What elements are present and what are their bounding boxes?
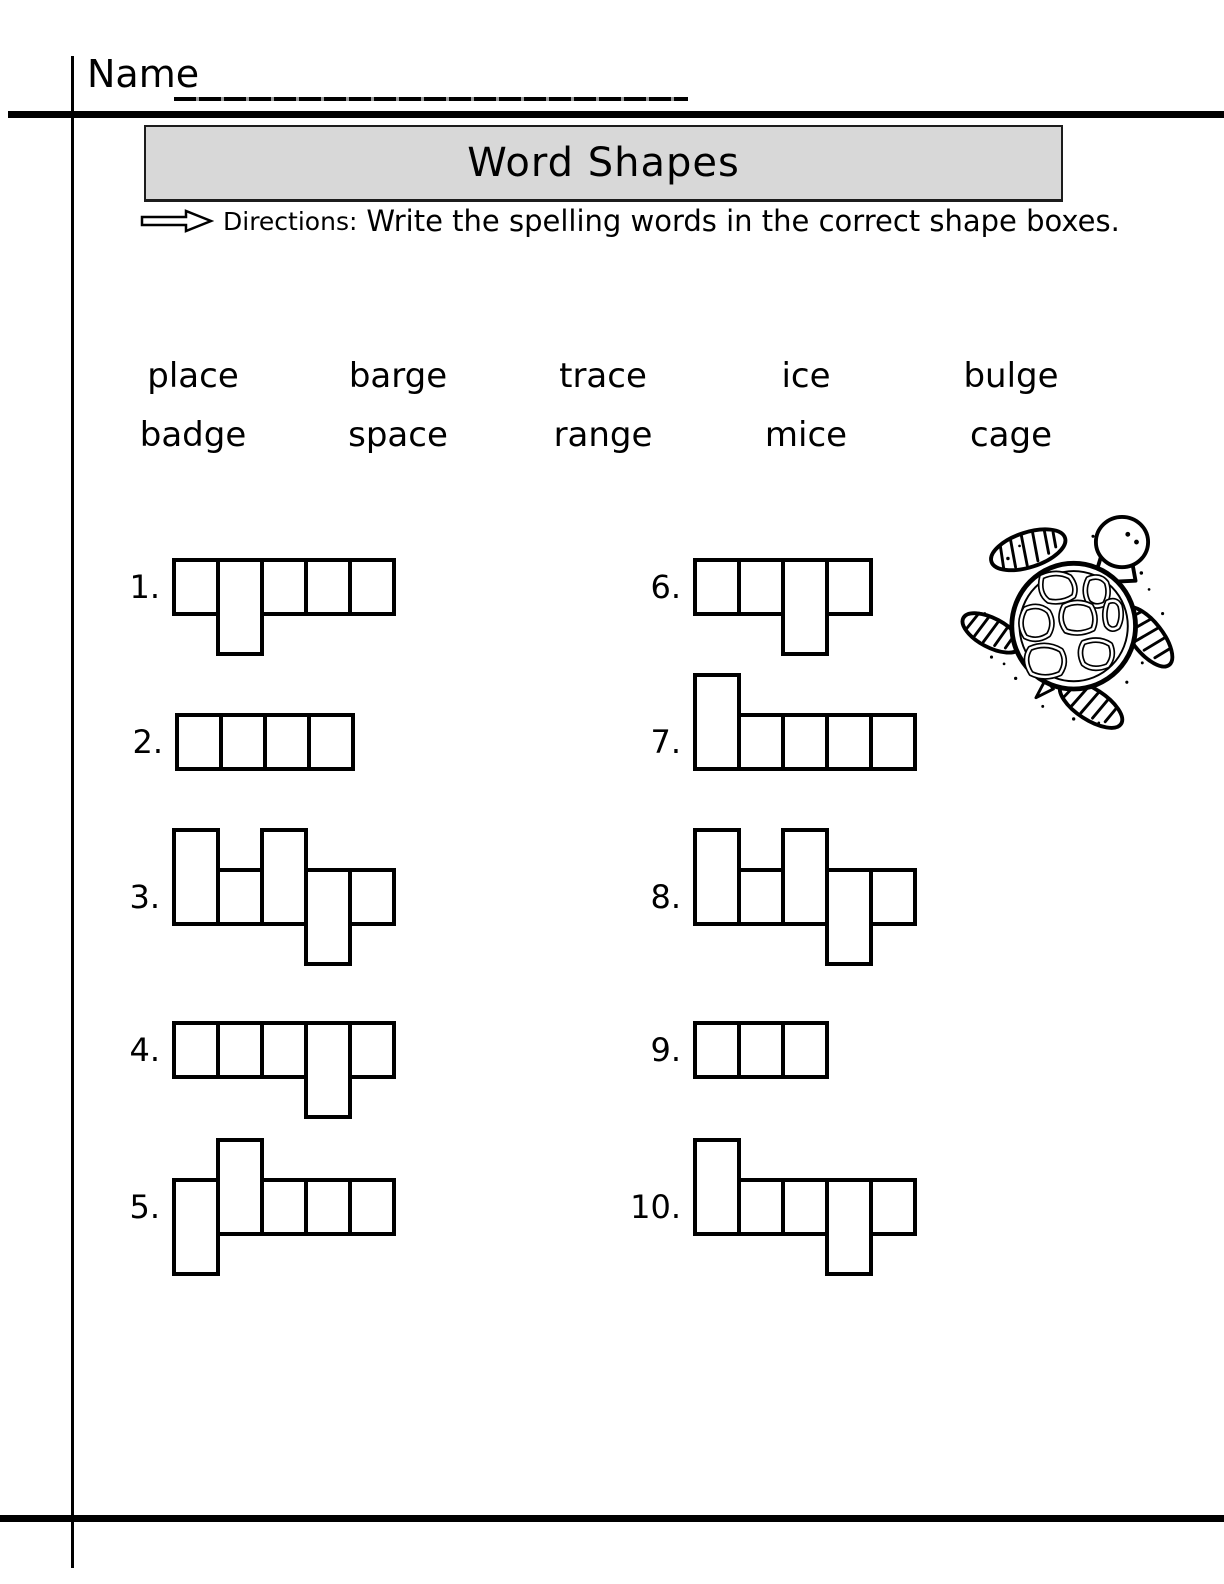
- letter-box-ascender[interactable]: [693, 1138, 741, 1236]
- letter-box-short[interactable]: [737, 558, 785, 616]
- word-shape-puzzle-6: [650, 518, 873, 656]
- name-fill-in-line[interactable]: [174, 97, 688, 101]
- letter-box-short[interactable]: [825, 558, 873, 616]
- word-shape-puzzle-7: [650, 673, 917, 811]
- word-shape-puzzle-10: [630, 1138, 917, 1276]
- letter-box-short[interactable]: [348, 1021, 396, 1079]
- word-shape-puzzle-1: [129, 518, 396, 656]
- letter-box-ascender[interactable]: [693, 828, 741, 926]
- letter-box-short[interactable]: [781, 713, 829, 771]
- puzzle-number: 4.: [129, 1031, 160, 1069]
- word-bank-word: barge: [348, 356, 448, 396]
- word-bank-word: cage: [969, 415, 1053, 455]
- word-bank-word: ice: [781, 356, 831, 396]
- letter-box-ascender[interactable]: [172, 828, 220, 926]
- word-shape-puzzle-3: [129, 828, 396, 966]
- directions-row: [140, 204, 1120, 238]
- puzzle-number: 8.: [650, 878, 681, 916]
- word-shape-puzzle-2: [132, 673, 355, 811]
- letter-box-ascender[interactable]: [781, 828, 829, 926]
- letter-box-descender[interactable]: [825, 868, 873, 966]
- letter-box-short[interactable]: [869, 713, 917, 771]
- puzzle-number: 1.: [129, 568, 160, 606]
- letter-box-short[interactable]: [175, 713, 223, 771]
- letter-box-short[interactable]: [260, 1178, 308, 1236]
- letter-box-short[interactable]: [737, 1178, 785, 1236]
- letter-box-ascender[interactable]: [260, 828, 308, 926]
- bottom-rule: [0, 1515, 1224, 1522]
- letter-box-short[interactable]: [348, 868, 396, 926]
- letter-box-short[interactable]: [307, 713, 355, 771]
- left-margin-line: [71, 56, 74, 1568]
- letter-box-short[interactable]: [219, 713, 267, 771]
- letter-box-short[interactable]: [216, 1021, 264, 1079]
- word-shape-puzzle-5: [129, 1138, 396, 1276]
- letter-box-short[interactable]: [737, 1021, 785, 1079]
- word-bank-word: badge: [139, 415, 247, 455]
- puzzle-number: 7.: [650, 723, 681, 761]
- letter-box-short[interactable]: [260, 558, 308, 616]
- letter-box-descender[interactable]: [781, 558, 829, 656]
- directions-text: Write the spelling words in the correct shape boxes.: [366, 204, 1120, 238]
- letter-box-ascender[interactable]: [693, 673, 741, 771]
- name-label: Name: [87, 52, 200, 96]
- puzzle-number: 5.: [129, 1188, 160, 1226]
- letter-box-short[interactable]: [869, 1178, 917, 1236]
- directions-label: Directions:: [223, 206, 358, 236]
- letter-box-short[interactable]: [172, 1021, 220, 1079]
- letter-box-short[interactable]: [304, 1178, 352, 1236]
- word-bank-word: space: [348, 415, 448, 455]
- letter-box-short[interactable]: [693, 1021, 741, 1079]
- letter-box-descender[interactable]: [825, 1178, 873, 1276]
- word-bank-word: trace: [559, 356, 647, 396]
- letter-box-descender[interactable]: [304, 868, 352, 966]
- letter-box-short[interactable]: [693, 558, 741, 616]
- top-rule: [8, 111, 1224, 118]
- letter-box-short[interactable]: [216, 868, 264, 926]
- letter-box-descender[interactable]: [172, 1178, 220, 1276]
- puzzle-number: 6.: [650, 568, 681, 606]
- word-bank-word: bulge: [963, 356, 1059, 396]
- letter-box-descender[interactable]: [304, 1021, 352, 1119]
- puzzle-number: 10.: [630, 1188, 681, 1226]
- letter-box-short[interactable]: [825, 713, 873, 771]
- puzzle-number: 9.: [650, 1031, 681, 1069]
- letter-box-descender[interactable]: [216, 558, 264, 656]
- letter-box-short[interactable]: [781, 1178, 829, 1236]
- word-bank-word: range: [553, 415, 653, 455]
- sea-turtle-illustration: [948, 496, 1180, 736]
- word-shape-puzzle-4: [129, 981, 396, 1119]
- letter-box-short[interactable]: [348, 1178, 396, 1236]
- letter-box-short[interactable]: [737, 868, 785, 926]
- word-bank-word: mice: [764, 415, 848, 455]
- letter-box-short[interactable]: [260, 1021, 308, 1079]
- letter-box-short[interactable]: [348, 558, 396, 616]
- title-banner: [144, 125, 1063, 202]
- puzzle-number: 2.: [132, 723, 163, 761]
- letter-box-short[interactable]: [172, 558, 220, 616]
- page-title: Word Shapes: [467, 140, 740, 186]
- word-bank-word: place: [147, 356, 239, 396]
- letter-box-short[interactable]: [737, 713, 785, 771]
- letter-box-short[interactable]: [263, 713, 311, 771]
- word-shape-puzzle-9: [650, 981, 829, 1119]
- letter-box-short[interactable]: [304, 558, 352, 616]
- word-shape-puzzle-8: [650, 828, 917, 966]
- puzzle-number: 3.: [129, 878, 160, 916]
- arrow-right-icon: [140, 208, 214, 234]
- letter-box-short[interactable]: [869, 868, 917, 926]
- letter-box-short[interactable]: [781, 1021, 829, 1079]
- letter-box-ascender[interactable]: [216, 1138, 264, 1236]
